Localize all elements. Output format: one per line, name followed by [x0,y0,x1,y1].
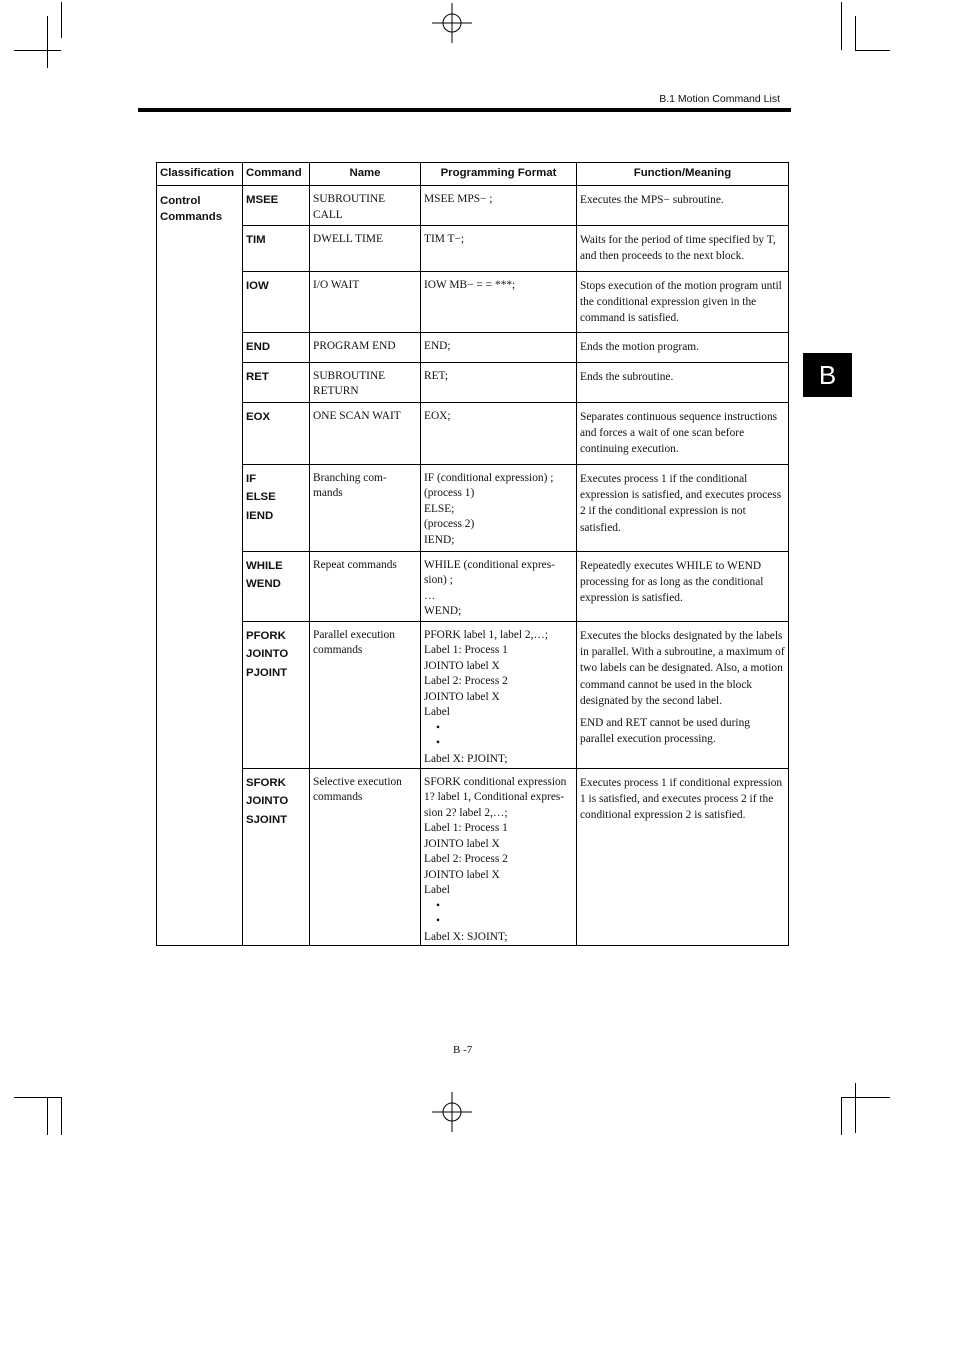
function-cell [577,551,789,621]
name-cell-line: Selective execution [313,775,402,788]
name-cell [310,362,421,402]
function-cell-line: Executes process 1 if the conditional expression is satisfied, and executes process 2 if the conditional expression is not satisfied. [580,472,782,534]
command-cell-line: TIM [246,234,266,246]
format-cell [421,621,577,768]
function-cell-line: Stops execution of the motion program until the conditional expression given in the command is satisfied. [580,279,782,325]
format-cell-line: JOINTO label X [424,837,500,850]
header-command: Command [243,163,310,186]
format-cell-line: RET; [424,369,449,382]
command-cell-line: END [246,341,271,354]
format-cell [421,333,577,362]
table-row [157,402,789,464]
format-cell-line: (process 2) [424,518,475,531]
format-cell-line: PFORK label 1, label 2,…; [424,628,549,641]
name-cell-line: RETURN [313,385,359,398]
classification-line: Commands [160,211,223,223]
command-cell-line: IF [246,472,257,485]
format-cell-line: • [436,899,440,912]
table-row [157,464,789,551]
format-cell-line: Label 2: Process 2 [424,853,508,866]
table-row [157,226,789,272]
format-cell [421,186,577,226]
name-cell-line: DWELL TIME [313,233,383,245]
format-cell-line: Label 1: Process 1 [424,644,508,657]
function-cell-line: Executes the blocks designated by the labels in parallel. With a subroutine, a maximum of two labels can be designated. Also, a motion command cannot be used in the block designated by the second label. [580,629,785,707]
format-cell [421,768,577,946]
format-cell-line: Label X: PJOINT; [424,752,508,765]
name-cell [310,551,421,621]
format-cell [421,551,577,621]
command-cell-line: WHILE [246,559,283,572]
name-cell-line: Repeat commands [313,558,397,571]
command-cell-line: WEND [246,578,281,591]
command-cell-line: EOX [246,410,271,423]
table-row [157,362,789,402]
name-cell-line: mands [313,487,343,500]
command-cell-line: IEND [246,509,274,522]
name-cell-line: I/O WAIT [313,278,360,291]
function-cell [577,402,789,464]
function-cell-line: Repeatedly executes WHILE to WEND processing for as long as the conditional expression is satisfied. [580,559,764,605]
command-cell-line: ELSE [246,491,276,504]
name-cell [310,464,421,551]
format-cell-line: END; [424,340,451,353]
format-cell-line: MSEE MPS− ; [424,193,493,205]
command-cell [243,621,310,768]
format-cell-line: IEND; [424,533,455,546]
command-cell [243,333,310,362]
command-cell-line: IOW [246,279,269,292]
name-cell [310,226,421,272]
format-cell-line: • [436,915,440,928]
format-cell [421,362,577,402]
page-number: B -7 [453,1044,473,1056]
format-cell-line: Label X: SJOINT; [424,930,508,943]
function-cell-line: Executes the MPS− subroutine. [580,194,724,206]
command-cell-line: SFORK [246,776,286,789]
command-cell [243,271,310,333]
table-row [157,621,789,768]
format-cell-line: IOW MB− = = ***; [424,278,516,291]
name-cell [310,186,421,226]
name-cell-line: PROGRAM END [313,340,396,353]
format-cell-line: JOINTO label X [424,690,500,703]
format-cell-line: … [424,589,436,602]
command-cell [243,402,310,464]
command-cell-line: JOINTO [246,648,289,661]
format-cell-line: JOINTO label X [424,659,500,672]
format-cell-line: sion) ; [424,574,453,587]
format-cell-line: sion 2? label 2,…; [424,806,508,819]
function-cell [577,271,789,333]
function-cell-line: Ends the motion program. [580,341,699,354]
classification-cell [157,186,243,946]
function-cell [577,226,789,272]
name-cell [310,333,421,362]
function-cell-line: END and RET cannot be used during parallel execution processing. [580,717,750,746]
motion-command-table [156,162,789,946]
header-rule [138,108,791,112]
registration-mark-top-icon [432,3,472,43]
function-cell [577,621,789,768]
function-cell-line: Waits for the period of time specified by T, and then proceeds to the next block. [580,234,776,263]
command-cell-line: SJOINT [246,813,288,826]
classification-line: Control [160,195,201,207]
header-classification: Classification [157,163,243,186]
name-cell [310,402,421,464]
command-cell [243,768,310,946]
format-cell-line: WEND; [424,605,462,618]
command-cell-line: PJOINT [246,666,288,679]
name-cell-line: ONE SCAN WAIT [313,409,401,422]
name-cell [310,271,421,333]
function-cell [577,186,789,226]
command-cell-line: MSEE [246,194,279,206]
name-cell-line: Parallel execution [313,628,395,641]
header-name: Name [310,163,421,186]
function-cell-line: Ends the subroutine. [580,370,674,383]
format-cell-line: 1? label 1, Conditional expres- [424,791,565,804]
command-cell-line: RET [246,370,269,383]
format-cell [421,464,577,551]
section-tab: B [803,353,852,397]
format-cell-line: Label 1: Process 1 [424,822,508,835]
name-cell-line: SUBROUTINE [313,369,386,382]
name-cell-line: Branching com- [313,471,387,484]
command-cell [243,551,310,621]
function-cell [577,768,789,946]
command-cell-line: PFORK [246,629,286,642]
format-cell-line: • [436,737,440,750]
name-cell [310,621,421,768]
command-cell [243,362,310,402]
format-cell [421,271,577,333]
format-cell [421,402,577,464]
function-cell-line: Separates continuous sequence instructions and forces a wait of one scan before continuing execution. [580,410,778,456]
header-function-meaning: Function/Meaning [577,163,789,186]
table-row [157,768,789,946]
command-cell [243,226,310,272]
format-cell-line: SFORK conditional expression [424,775,567,788]
format-cell-line: IF (conditional expression) ; [424,471,554,484]
table-row [157,333,789,362]
name-cell-line: CALL [313,208,343,221]
registration-mark-bottom-icon [432,1092,472,1132]
format-cell-line: • [436,721,440,734]
command-cell [243,464,310,551]
function-cell-line: Executes process 1 if conditional expression 1 is satisfied, and executes process 2 if the conditional expression 2 is satisfied. [580,776,783,822]
name-cell [310,768,421,946]
name-cell-line: commands [313,791,363,804]
format-cell-line: Label [424,706,450,719]
table-header-row [157,163,789,186]
function-cell [577,464,789,551]
format-cell-line: ELSE; [424,502,455,515]
format-cell-line: JOINTO label X [424,868,500,881]
table-row [157,551,789,621]
name-cell-line: commands [313,644,363,657]
format-cell-line: WHILE (conditional expres- [424,558,555,571]
table-row [157,271,789,333]
format-cell-line: TIM T−; [424,233,465,245]
command-cell-line: JOINTO [246,795,289,808]
table-body [157,186,789,946]
format-cell-line: (process 1) [424,487,475,500]
format-cell-line: EOX; [424,409,451,422]
name-cell-line: SUBROUTINE [313,193,386,205]
table-row [157,186,789,226]
running-header: B.1 Motion Command List [659,93,780,105]
header-programming-format: Programming Format [421,163,577,186]
format-cell-line: Label [424,884,450,897]
command-cell [243,186,310,226]
function-cell [577,362,789,402]
format-cell-line: Label 2: Process 2 [424,675,508,688]
format-cell [421,226,577,272]
function-cell [577,333,789,362]
